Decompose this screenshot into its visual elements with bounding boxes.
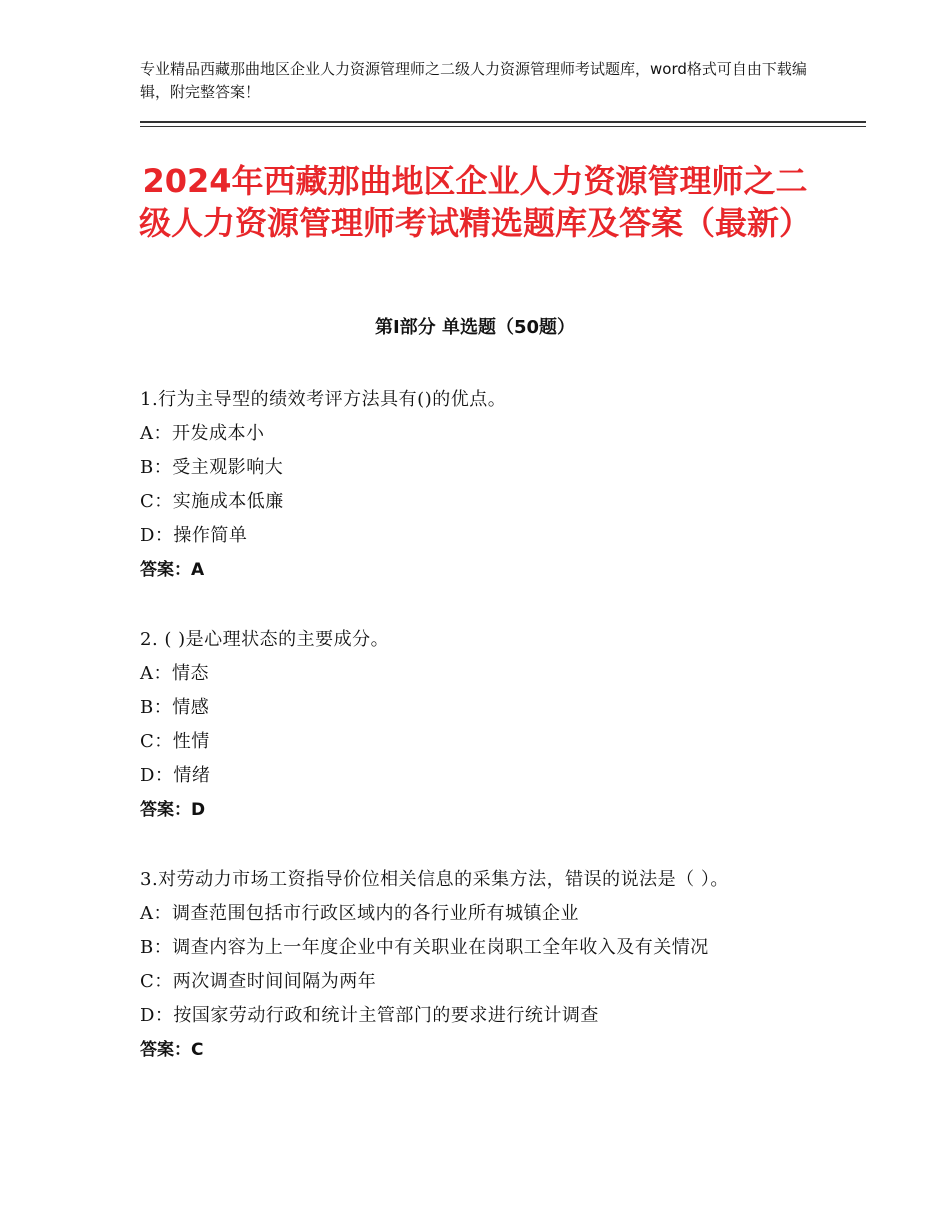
question-stem: 1.行为主导型的绩效考评方法具有()的优点。 [140,389,507,410]
option-d: D：按国家劳动行政和统计主管部门的要求进行统计调查 [140,1005,599,1026]
option-b: B：调查内容为上一年度企业中有关职业在岗职工全年收入及有关情况 [140,937,709,958]
header-divider-thick [140,121,866,123]
answer: 答案：C [140,1040,204,1060]
question-list [140,383,810,1103]
header-divider-thin [140,126,866,127]
option-a: A：开发成本小 [140,423,265,444]
option-c: C：性情 [140,731,210,752]
option-a: A：调查范围包括市行政区域内的各行业所有城镇企业 [140,903,579,924]
question-stem: 3.对劳动力市场工资指导价位相关信息的采集方法，错误的说法是（ ）。 [140,869,729,890]
option-d: D：情绪 [140,765,211,786]
answer: 答案：D [140,800,206,820]
option-a: A：情态 [140,663,209,684]
option-d: D：操作简单 [140,525,248,546]
header-note: 专业精品西藏那曲地区企业人力资源管理师之二级人力资源管理师考试题库，word格式可自由下载编辑，附完整答案！ [140,60,807,101]
question-stem: 2. ( )是心理状态的主要成分。 [140,629,390,650]
question-2 [140,623,810,827]
option-b: B：情感 [140,697,210,718]
option-c: C：实施成本低廉 [140,491,284,512]
option-b: B：受主观影响大 [140,457,284,478]
question-3 [140,863,810,1067]
option-c: C：两次调查时间间隔为两年 [140,971,377,992]
section-title: 第Ⅰ部分 单选题（50题） [374,317,575,338]
question-1 [140,383,810,587]
document-title: 2024年西藏那曲地区企业人力资源管理师之二级人力资源管理师考试精选题库及答案（最新） [138,162,811,242]
answer: 答案：A [140,560,205,580]
